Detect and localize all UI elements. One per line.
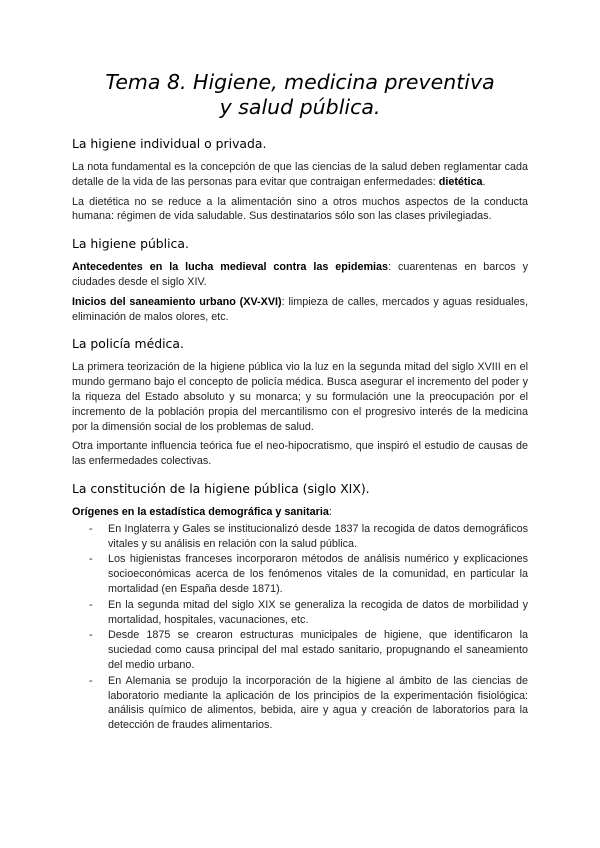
paragraph-text: Otra importante influencia teórica fue el neo-hipocratismo, que inspiró el estudio de causas de las enfermedades colectivas. <box>72 440 528 468</box>
list-item-text: Desde 1875 se crearon estructuras municipales de higiene, que identificaron la suciedad como causa principal del mal estado sanitario, propugnando el saneamiento del medio urbano. <box>108 629 528 671</box>
section-policia-medica <box>72 336 528 469</box>
page-title <box>0 70 600 120</box>
list-item <box>72 522 528 552</box>
dash-bullet-icon: - <box>89 553 93 566</box>
paragraph <box>72 195 528 225</box>
paragraph <box>72 295 528 325</box>
list-item <box>72 552 528 596</box>
bullet-list <box>72 522 528 733</box>
section-higiene-publica <box>72 236 528 324</box>
list-item <box>72 674 528 733</box>
paragraph <box>72 360 528 434</box>
list-item <box>72 598 528 628</box>
dash-bullet-icon: - <box>89 598 93 611</box>
paragraph <box>72 260 528 290</box>
dash-bullet-icon: - <box>89 522 93 535</box>
bold-subheading: Orígenes en la estadística demográfica y sanitaria <box>72 505 329 518</box>
title-line-2: y salud pública. <box>219 95 381 119</box>
section-heading: La higiene pública. <box>72 236 189 252</box>
list-item <box>72 628 528 672</box>
list-item-text: En Alemania se produjo la incorporación de la higiene al ámbito de las ciencias de laboratorio mediante la aplicación de los principios de la experimentación fisiológica: análisis químico de alimentos, bebida, aire y agua y creación de laboratorios para la detección de fraudes alimentarios. <box>108 674 528 732</box>
list-item-text: En Inglaterra y Gales se institucionalizó desde 1837 la recogida de datos demográficos vitales y su análisis en relación con la salud pública. <box>108 522 528 550</box>
section-constitucion-higiene <box>72 481 528 733</box>
section-heading: La policía médica. <box>72 336 184 352</box>
paragraph-text: La nota fundamental es la concepción de que las ciencias de la salud deben reglamentar cada detalle de la vida de las personas para evitar que contraigan enfermedades: <box>72 161 528 188</box>
dash-bullet-icon: - <box>89 674 93 687</box>
paragraph-text: La primera teorización de la higiene pública vio la luz en la segunda mitad del siglo XVIII en el mundo germano bajo el concepto de policía médica. Busca asegurar el incremento del poder y la riqueza del Estado absoluto y su monarca; y su formulación une la preocupación por el incremento de la población propia del mercantilismo con el progresivo interés de la medicina por la dimensión social de los problemas de salud. <box>72 361 528 433</box>
paragraph-text: : limpieza de calles, mercados y aguas residuales, eliminación de malos olores, etc. <box>72 295 528 323</box>
document-body <box>72 136 528 745</box>
paragraph <box>72 439 528 469</box>
section-higiene-individual <box>72 136 528 224</box>
section-heading: La higiene individual o privada. <box>72 136 267 151</box>
title-line-1: Tema 8. Higiene, medicina preventiva <box>105 70 495 94</box>
subheading <box>72 505 528 520</box>
bold-term: dietética <box>438 175 483 188</box>
list-item-text: Los higienistas franceses incorporaron métodos de análisis numérico y explicaciones socioeconómicas acerca de los fenómenos vitales de la comunidad, en particular la mortalidad (en España desde 1871). <box>108 553 528 595</box>
subheading-colon: : <box>328 505 332 518</box>
bold-term: Antecedentes en la lucha medieval contra las epidemias <box>72 261 389 274</box>
dash-bullet-icon: - <box>89 629 93 642</box>
section-heading: La constitución de la higiene pública (siglo XIX). <box>72 480 370 496</box>
bold-term: Inicios del saneamiento urbano (XV-XVI) <box>72 295 282 308</box>
list-item-text: En la segunda mitad del siglo XIX se generaliza la recogida de datos de morbilidad y mortalidad, hospitales, vacunaciones, etc. <box>108 598 528 626</box>
paragraph-text: La dietética no se reduce a la alimentación sino a otros muchos aspectos de la conducta humana: régimen de vida saludable. Sus destinatarios sólo son las clases privilegiadas. <box>72 195 528 223</box>
paragraph-text: : cuarentenas en barcos y ciudades desde el siglo XIV. <box>72 261 528 288</box>
paragraph <box>72 160 528 190</box>
paragraph-text: . <box>482 175 486 188</box>
